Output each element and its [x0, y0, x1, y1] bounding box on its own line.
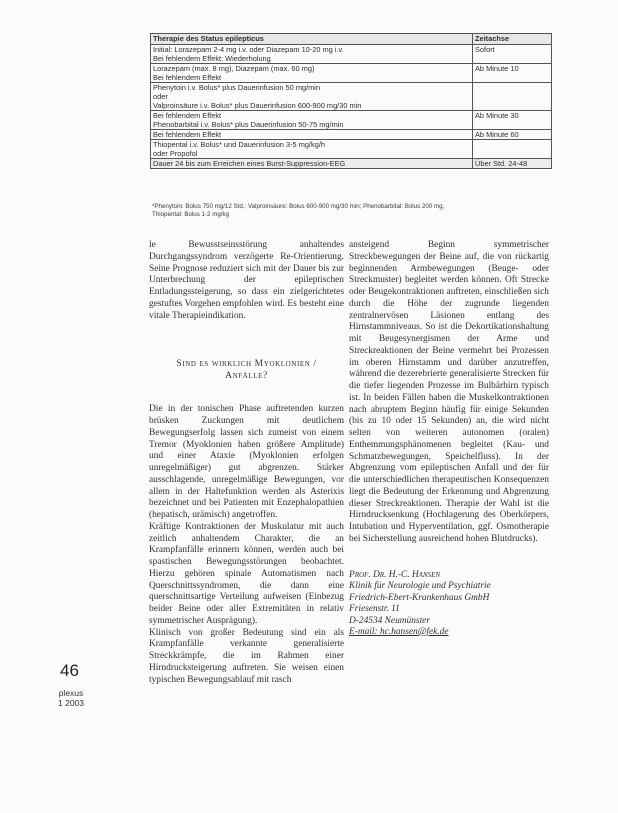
author-email: E-mail: hc.hansen@fek.de [349, 627, 449, 637]
table-header-row [151, 34, 552, 45]
therapy-line: Bei fehlendem Effekt: Wiederholung [153, 54, 271, 63]
table-row [151, 83, 552, 111]
table-body [151, 45, 552, 169]
therapy-table [150, 33, 552, 169]
author-institution: Friedrich-Ebert-Krankenhaus GmbH [349, 592, 490, 603]
author-block [349, 570, 549, 639]
table-cell-time: Ab Minute 60 [473, 130, 552, 140]
therapy-line: Valproinsäure i.v. Bolus* plus Dauerinfusion 600-900 mg/30 min [153, 101, 362, 110]
table-cell-therapy [151, 140, 473, 159]
section-heading-line-2: Anfälle? [225, 370, 268, 382]
left-paragraph-1: le Bewusstseinsstörung anhaltendes Durchgangssyndrom verzögerte Re-Orientierung. Seine Prognose reduziert sich mit der Dauer bis zur Unterbrechung der epileptischen Entladungssteigerung, so dass ein zielgerichtetes gestuftes Vorgehen empfohlen wird. Es besteht eine vitale Therapieindikation. [149, 240, 344, 321]
table-cell-time: Sofort [473, 45, 552, 64]
footnote-line: *Phenytoin: Bolus 750 mg/12 Std.; Valproinsäure: Bolus 600-900 mg/30 min; Phenobarbital: Bolus 200 mg, [152, 203, 445, 210]
therapy-line: Bei fehlendem Effekt [153, 73, 222, 82]
table-cell-therapy [151, 45, 473, 64]
table-row [151, 159, 552, 169]
right-column [349, 240, 549, 639]
journal-info [58, 688, 84, 708]
table-footnote [152, 203, 552, 219]
author-street: Friesenstr. 11 [349, 604, 400, 614]
table-row [151, 111, 552, 130]
table-cell-time: Ab Minute 10 [473, 64, 552, 83]
therapy-line: Thiopental i.v. Bolus* und Dauerinfusion 3-5 mg/kg/h [153, 140, 325, 149]
table-cell-therapy [151, 83, 473, 111]
table-row [151, 140, 552, 159]
therapy-line: Bei fehlendem Effekt [153, 130, 222, 139]
author-city: D-24534 Neumünster [349, 615, 430, 626]
left-paragraph-2: Die in der tonischen Phase auftretenden kurzen brüsken Zuckungen mit deutlichem Bewegungserfolg lassen sich zumeist von einem Tremor (Myoklonien haben größere Amplitude) und einer Ataxie (Myoklonien erfolgen unregelmäßiger) gut abgrenzen. Stärker ausschlagende, unregelmäßige Bewegungen, vor allem in der Haltefunktion werden als Asterixis bezeichnet und bei Patienten mit Enzephalopathien (hepatisch, urämisch) angetroffen. [149, 404, 344, 520]
table-cell-therapy [151, 64, 473, 83]
table-cell-therapy [151, 111, 473, 130]
therapy-line: Initial: Lorazepam 2-4 mg i.v. oder Diazepam 10-20 mg i.v. [153, 45, 344, 54]
left-paragraph-4: Klinisch von großer Bedeutung sind ein als Krampfanfälle verkannte generalisierte Streckkrämpfe, die im Rahmen einer Hirndrucksteigerung auftreten. Sie weisen einen typischen Bewegungsablauf mit rasch [149, 627, 344, 685]
author-name: Prof. Dr. H.-C. Hansen [349, 569, 441, 580]
table-header-therapy: Therapie des Status epilepticus [151, 34, 473, 45]
section-heading-line-1: Sind es wirklich Myoklonien / [176, 358, 317, 370]
table-header-time: Zeitachse [473, 34, 552, 45]
table-cell-time [473, 83, 552, 111]
therapy-line: Bei fehlendem Effekt [153, 111, 222, 120]
table-cell-time: Ab Minute 30 [473, 111, 552, 130]
table-row [151, 45, 552, 64]
section-heading [149, 358, 344, 382]
table-row [151, 130, 552, 140]
author-affiliation: Klinik für Neurologie und Psychiatrie [349, 581, 491, 591]
right-paragraph-1: ansteigend Beginn symmetrischer Streckbewegungen der Beine auf, die von rückartig beginnenden Armbewegungen (Beuge- oder Streckmuster) begleitet werden können. Oft Strecke oder Beugekontraktionen auftreten, einschließen sich durch die Höhe der zugrunde liegenden zentralnervösen Läsionen entlang des Hirnstammniveaus. So ist die Dekortikationshaltung mit Beugesynergismen der Arme und Streckreaktionen der Beine vermehrt bei Prozessen im oberen Hirnstamm und darüber anzutreffen, während die dezerebrierte generalisierte Strecken für die tiefer liegenden Prozesse im Bulbärhirn typisch ist. In beiden Fällen haben die Muskelkontraktionen nach abruptem Beginn häufig für einige Sekunden (bis zu 10 oder 15 Sekunden) an, die wird nicht selten von weiteren autonomen (oralen) Enthemmungsphänomenen begleitet (Kau- und Schmatzbewegungen, Speichelfluss). In der Abgrenzung vom epileptischen Anfall und der für die unterschiedlichen therapeutischen Konsequenzen liegt die Bedeutung der Erkennung und Abgrenzung dieser Streckreaktionen. Therapie der Wahl ist die Hirndrucksenkung (Hochlagerung des Oberkörpers, Intubation und Hyperventilation, ggf. Osmotherapie bei Sicherstellung ausreichend hohen Blutdrucks). [349, 240, 549, 544]
footnote-line: Thiopental: Bolus 1-2 mg/kg [152, 211, 230, 218]
left-paragraph-3: Kräftige Kontraktionen der Muskulatur mit auch zeitlich anhaltendem Charakter, die an Krampfanfälle erinnern können, werden auch bei spastischen Bewegungsstörungen beobachtet. Hierzu gehören spinale Automatismen nach Querschnittssyndromen, die dann eine querschnittsartige Verteilung aufweisen (Einbezug beider Beine oder aller Extremitäten in relativ symmetrischer Ausprägung). [149, 521, 344, 626]
page-number: 46 [60, 661, 79, 680]
left-column [149, 240, 344, 686]
journal-name: plexus [58, 688, 84, 698]
journal-issue: 1 2003 [58, 698, 84, 708]
table-cell-time: Über Std. 24-48 [473, 159, 552, 169]
therapy-line: oder Propofol [153, 149, 198, 158]
therapy-line: Dauer 24 bis zum Erreichen eines Burst-Suppression-EEG [153, 159, 346, 168]
therapy-line: Lorazepam (max. 8 mg), Diazepam (max. 60 mg) [153, 64, 315, 73]
therapy-line: Phenytoin i.v. Bolus* plus Dauerinfusion 50 mg/min [153, 83, 321, 92]
table-cell-therapy [151, 159, 473, 169]
table-cell-therapy [151, 130, 473, 140]
table-row [151, 64, 552, 83]
therapy-line: Phenobarbital i.v. Bolus* plus Dauerinfusion 50-75 mg/min [153, 120, 344, 129]
table-cell-time [473, 140, 552, 159]
therapy-line: oder [153, 92, 168, 101]
